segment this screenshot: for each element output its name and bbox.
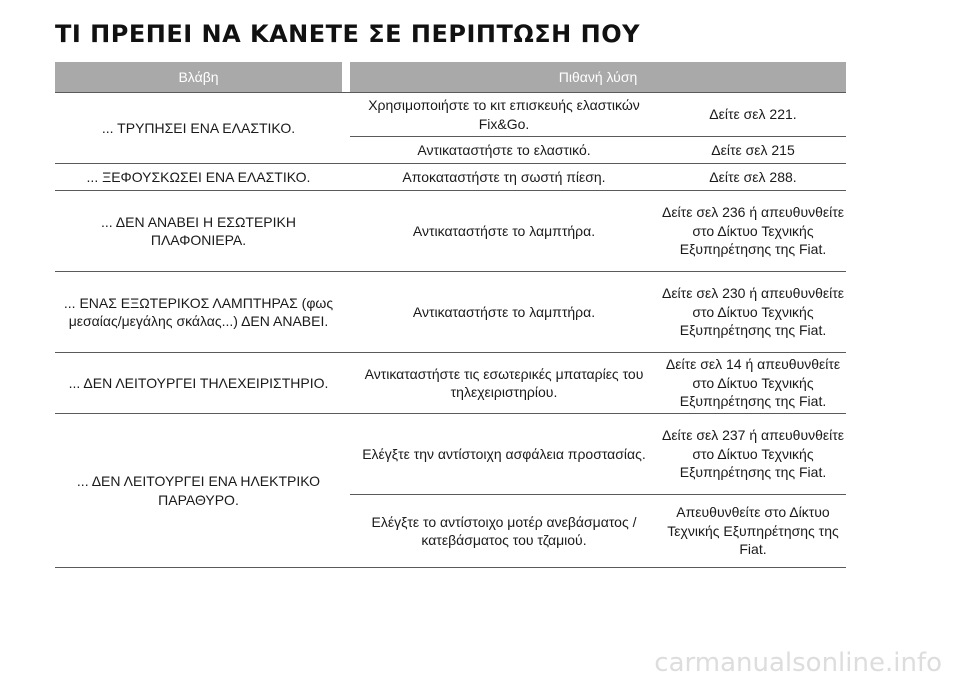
page-reference: Δείτε σελ 230 ή απευθυνθείτε στο Δίκτυο Τεχνικής Εξυπηρέτησης της Fiat. bbox=[661, 285, 845, 339]
column-header-solution: Πιθανή λύση bbox=[350, 62, 846, 92]
fault-cell: ... ΤΡΥΠΗΣΕΙ ΕΝΑ ΕΛΑΣΤΙΚΟ. bbox=[101, 119, 296, 136]
fault-cell: ... ΔΕΝ ΛΕΙΤΟΥΡΓΕΙ ΕΝΑ ΗΛΕΚΤΡΙΚΟ ΠΑΡΑΘΥΡΟ. bbox=[76, 473, 321, 508]
fault-cell: ... ΔΕΝ ΑΝΑΒΕΙ Η ΕΣΩΤΕΡΙΚΗ ΠΛΑΦΟΝΙΕΡΑ. bbox=[101, 213, 296, 248]
table-bottom-line bbox=[55, 567, 846, 568]
fault-cell: ... ΔΕΝ ΛΕΙΤΟΥΡΓΕΙ ΤΗΛΕΧΕΙΡΙΣΤΗΡΙΟ. bbox=[68, 374, 329, 391]
page-reference: Δείτε σελ 215 bbox=[711, 141, 795, 158]
page-title: ΤΙ ΠΡΕΠΕΙ ΝΑ ΚΑΝΕΤΕ ΣΕ ΠΕΡΙΠΤΩΣΗ ΠΟΥ bbox=[55, 20, 640, 48]
fault-cell: ... ΞΕΦΟΥΣΚΩΣΕΙ ΕΝΑ ΕΛΑΣΤΙΚΟ. bbox=[86, 168, 311, 185]
fault-cell: ... ΕΝΑΣ ΕΞΩΤΕΡΙΚΟΣ ΛΑΜΠΤΗΡΑΣ (φως μεσαίας/μεγάλης σκάλας...) ΔΕΝ ΑΝΑΒΕΙ. bbox=[63, 294, 334, 329]
column-header-fault: Βλάβη bbox=[55, 62, 342, 92]
page-reference: Απευθυνθείτε στο Δίκτυο Τεχνικής Εξυπηρέτησης της Fiat. bbox=[667, 504, 839, 558]
solution-cell: Ελέγξτε την αντίστοιχη ασφάλεια προστασίας. bbox=[362, 445, 646, 462]
page-reference: Δείτε σελ 236 ή απευθυνθείτε στο Δίκτυο Τεχνικής Εξυπηρέτησης της Fiat. bbox=[661, 204, 845, 258]
solution-cell: Αντικαταστήστε το λαμπτήρα. bbox=[412, 303, 596, 320]
page-reference: Δείτε σελ 14 ή απευθυνθείτε στο Δίκτυο Τεχνικής Εξυπηρέτησης της Fiat. bbox=[665, 356, 841, 410]
solution-cell: Αντικαταστήστε το ελαστικό. bbox=[417, 141, 591, 158]
solution-cell: Χρησιμοποιήστε το κιτ επισκευής ελαστικών Fix&Go. bbox=[368, 97, 640, 132]
page-reference: Δείτε σελ 237 ή απευθυνθείτε στο Δίκτυο Τεχνικής Εξυπηρέτησης της Fiat. bbox=[661, 427, 845, 481]
solution-cell: Ελέγξτε το αντίστοιχο μοτέρ ανεβάσματος / κατεβάσματος του τζαμιού. bbox=[371, 513, 637, 548]
page-reference: Δείτε σελ 288. bbox=[709, 168, 797, 185]
solution-cell: Αντικαταστήστε το λαμπτήρα. bbox=[412, 222, 596, 239]
solution-cell: Αποκαταστήστε τη σωστή πίεση. bbox=[402, 168, 606, 185]
solution-cell: Αντικαταστήστε τις εσωτερικές μπαταρίες του τηλεχειριστηρίου. bbox=[364, 365, 644, 400]
page-reference: Δείτε σελ 221. bbox=[709, 106, 797, 123]
watermark: carmanualsonline.info bbox=[654, 648, 942, 678]
